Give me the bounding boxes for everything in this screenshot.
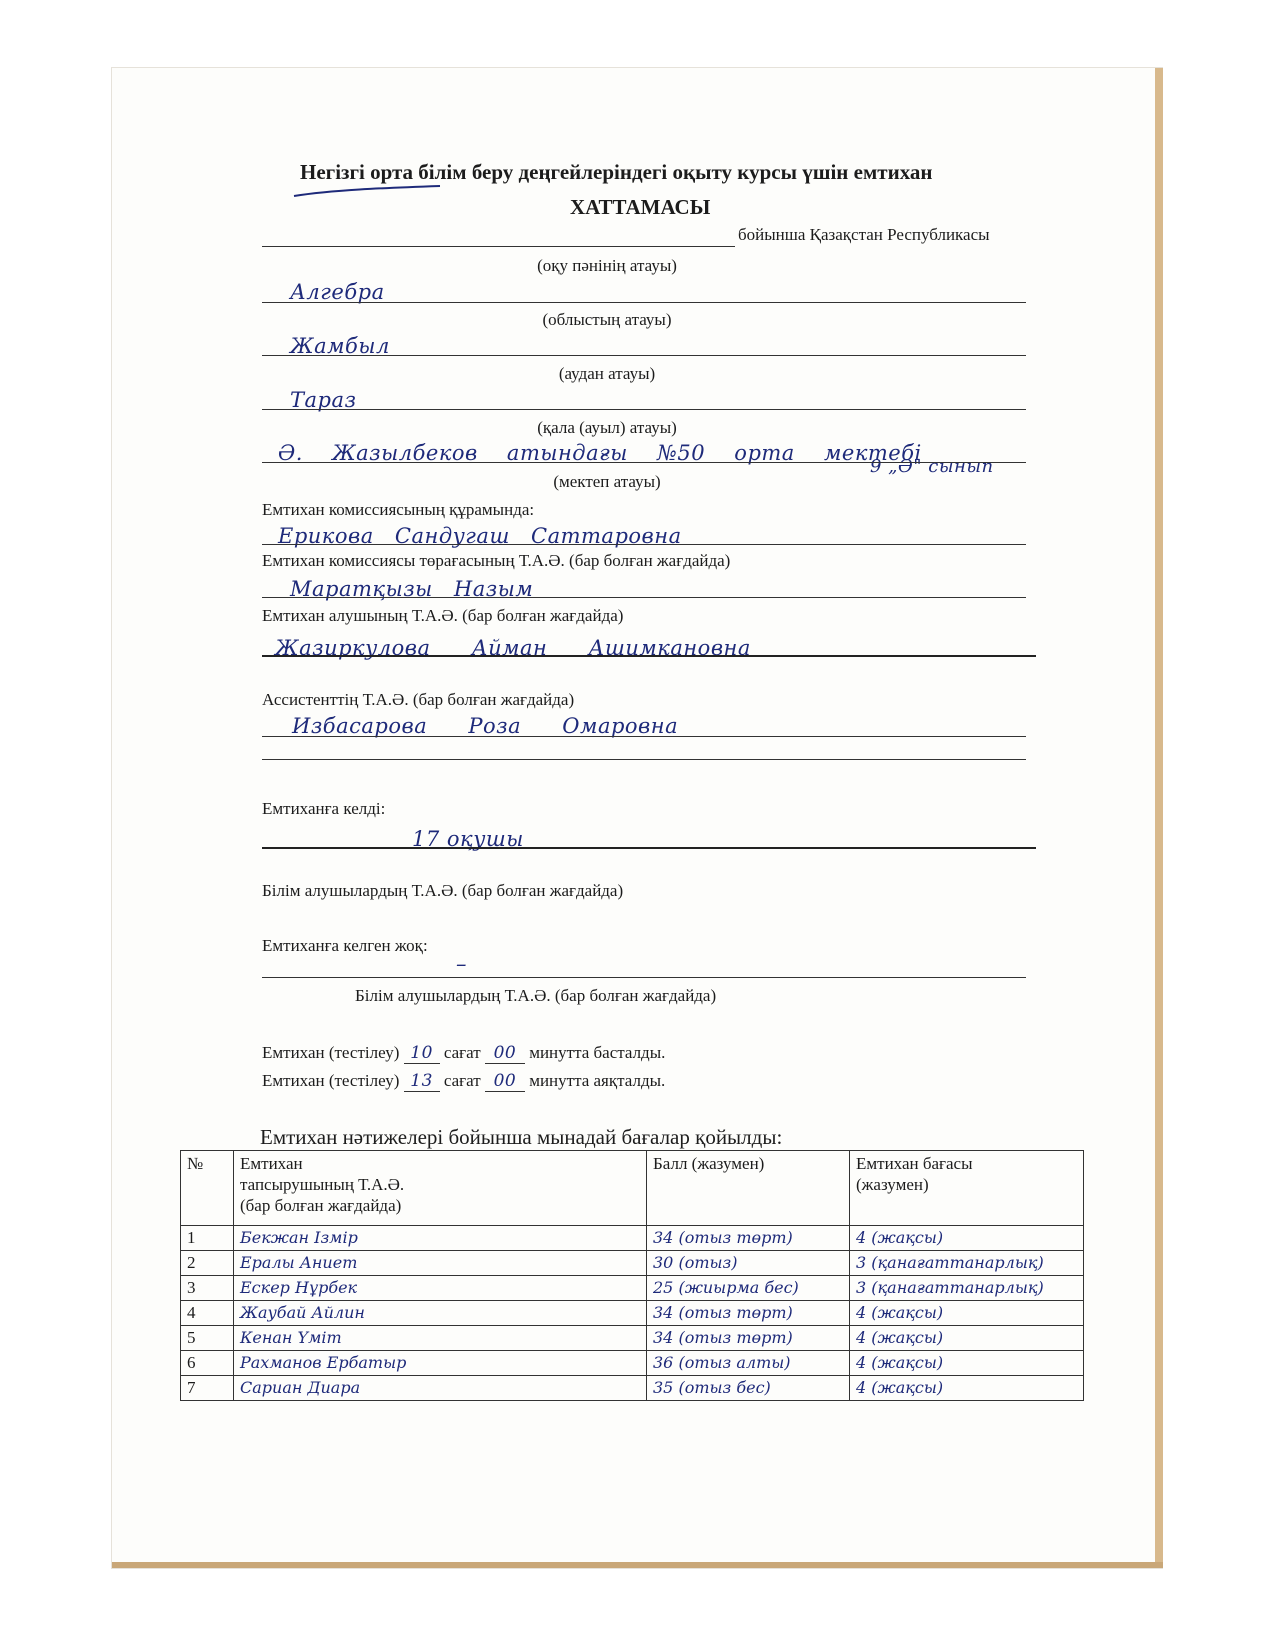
table-row	[181, 1326, 1084, 1351]
student-name: Жаубай Айлин	[234, 1301, 647, 1326]
col-score-header: Балл (жазумен)	[647, 1151, 850, 1226]
student-grade: 3 (қанағаттанарлық)	[850, 1276, 1084, 1301]
student-name: Кенан Үміт	[234, 1326, 647, 1351]
start-prefix: Емтихан (тестілеу)	[262, 1043, 400, 1062]
start-hour: 10	[404, 1043, 440, 1064]
col-name-header-line1: Емтихан	[240, 1154, 303, 1173]
start-min: 00	[485, 1043, 525, 1064]
row-number: 7	[181, 1376, 234, 1401]
district-value: Тараз	[290, 388, 357, 412]
row-number: 4	[181, 1301, 234, 1326]
district-caption: (аудан атауы)	[558, 364, 656, 383]
city-caption: (қала (ауыл) атауы)	[537, 418, 677, 437]
school-value: Ә. Жазылбеков атындағы №50 орта мектебі	[278, 441, 922, 465]
examiner-label: Емтихан алушының Т.А.Ә. (бар болған жағдайда)	[262, 606, 624, 625]
results-heading: Емтихан нәтижелері бойынша мынадай бағалар қойылды:	[260, 1125, 783, 1149]
end-time-line	[262, 1071, 665, 1092]
chair-value: Маратқызы Назым	[290, 577, 534, 601]
student-score: 30 (отыз)	[647, 1251, 850, 1276]
row-number: 3	[181, 1276, 234, 1301]
row-number: 2	[181, 1251, 234, 1276]
assistant-value: Избасарова Роза Омаровна	[292, 714, 679, 738]
present-value: 17 оқушы	[412, 827, 524, 851]
table-row	[181, 1226, 1084, 1251]
examiner-value: Жазиркулова Айман Ашимкановна	[275, 636, 751, 660]
student-score: 25 (жиырма бес)	[647, 1276, 850, 1301]
student-name: Ералы Аниет	[234, 1251, 647, 1276]
student-grade: 4 (жақсы)	[850, 1226, 1084, 1251]
results-header-row	[181, 1151, 1084, 1226]
student-score: 36 (отыз алты)	[647, 1351, 850, 1376]
row-number: 1	[181, 1226, 234, 1251]
table-row	[181, 1376, 1084, 1401]
start-suffix: минутта басталды.	[529, 1043, 666, 1062]
student-name: Рахманов Ербатыр	[234, 1351, 647, 1376]
assistant-label: Ассистенттің Т.А.Ә. (бар болған жағдайда)	[262, 690, 575, 709]
title-underline-mark	[292, 184, 442, 200]
col-no-header: №	[181, 1151, 234, 1226]
student-name: Ескер Нұрбек	[234, 1276, 647, 1301]
student-score: 34 (отыз төрт)	[647, 1301, 850, 1326]
end-prefix: Емтихан (тестілеу)	[262, 1071, 400, 1090]
col-name-header-line3: (бар болған жағдайда)	[240, 1196, 402, 1215]
subject-caption: (оқу пәнінің атауы)	[537, 256, 677, 275]
end-hour: 13	[404, 1071, 440, 1092]
end-suffix: минутта аяқталды.	[529, 1071, 666, 1090]
end-hour-word: сағат	[443, 1071, 481, 1090]
country-suffix: бойынша Қазақстан Республикасы	[738, 225, 990, 244]
chair-label: Емтихан комиссиясы төрағасының Т.А.Ә. (бар болған жағдайда)	[262, 551, 731, 570]
present-label: Емтиханға келді:	[262, 799, 386, 818]
row-number: 5	[181, 1326, 234, 1351]
start-hour-word: сағат	[443, 1043, 481, 1062]
table-row	[181, 1351, 1084, 1376]
col-name-header	[234, 1151, 647, 1226]
table-row	[181, 1301, 1084, 1326]
class-value: 9 „Ә" сынып	[870, 456, 994, 477]
region-value: Жамбыл	[290, 334, 390, 358]
row-number: 6	[181, 1351, 234, 1376]
student-grade: 4 (жақсы)	[850, 1351, 1084, 1376]
student-score: 35 (отыз бес)	[647, 1376, 850, 1401]
student-name: Сариан Диара	[234, 1376, 647, 1401]
school-caption: (мектеп атауы)	[553, 472, 661, 491]
end-min: 00	[485, 1071, 525, 1092]
commission-value: Ерикова Сандугаш Саттаровна	[278, 524, 682, 548]
student-grade: 3 (қанағаттанарлық)	[850, 1251, 1084, 1276]
table-row	[181, 1251, 1084, 1276]
absent-caption: Білім алушылардың Т.А.Ә. (бар болған жағдайда)	[355, 986, 717, 1005]
absent-label: Емтиханға келген жоқ:	[262, 936, 428, 955]
student-score: 34 (отыз төрт)	[647, 1226, 850, 1251]
results-table	[180, 1150, 1084, 1401]
table-row	[181, 1276, 1084, 1301]
student-grade: 4 (жақсы)	[850, 1376, 1084, 1401]
col-grade-header	[850, 1151, 1084, 1226]
col-grade-header-line2: (жазумен)	[856, 1175, 929, 1194]
col-name-header-line2: тапсырушының Т.А.Ә.	[240, 1175, 405, 1194]
student-score: 34 (отыз төрт)	[647, 1326, 850, 1351]
absent-value: –	[456, 952, 467, 976]
subject-value: Алгебра	[290, 280, 385, 304]
student-name: Бекжан Ізмір	[234, 1226, 647, 1251]
commission-label: Емтихан комиссиясының құрамында:	[262, 500, 535, 519]
document-subtitle: ХАТТАМАСЫ	[570, 195, 711, 219]
col-grade-header-line1: Емтихан бағасы	[856, 1154, 973, 1173]
document-title: Негізгі орта білім беру деңгейлеріндегі оқыту курсы үшін емтихан	[300, 160, 933, 184]
present-caption: Білім алушылардың Т.А.Ә. (бар болған жағдайда)	[262, 881, 624, 900]
start-time-line	[262, 1043, 665, 1064]
region-caption: (облыстың атауы)	[542, 310, 672, 329]
student-grade: 4 (жақсы)	[850, 1326, 1084, 1351]
student-grade: 4 (жақсы)	[850, 1301, 1084, 1326]
